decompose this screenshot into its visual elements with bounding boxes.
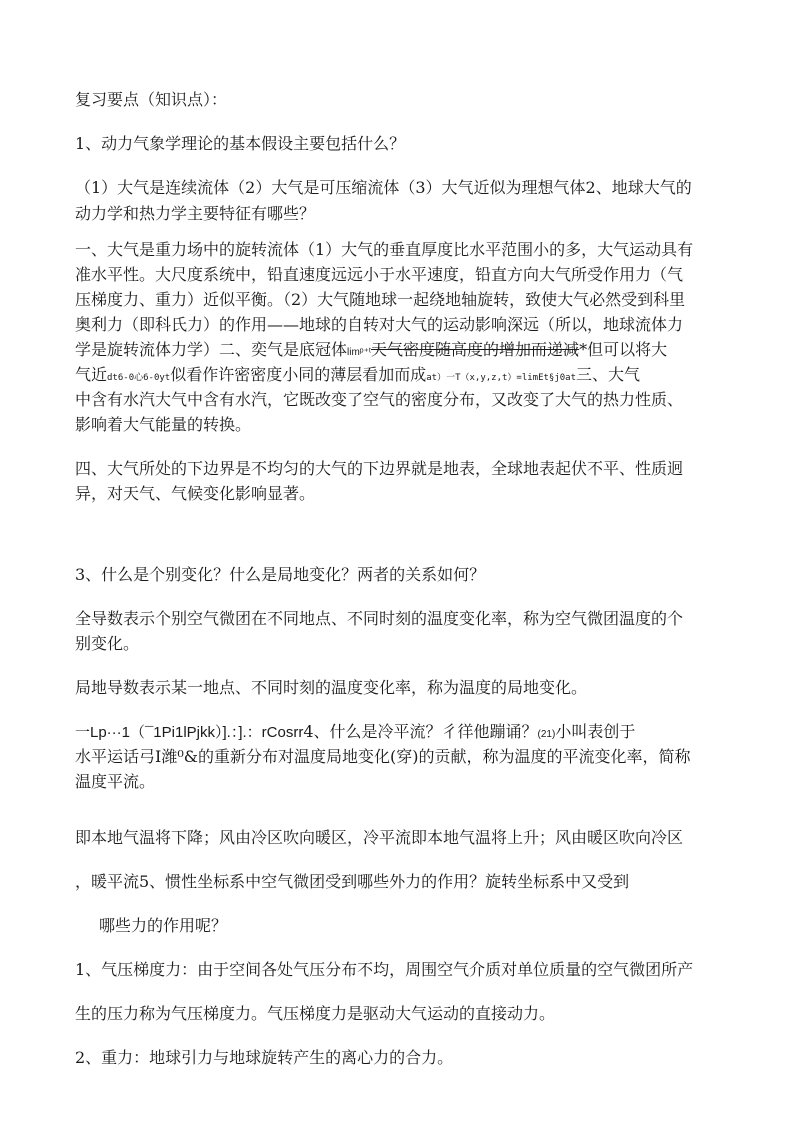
answer-3-line-2: 别变化。 <box>75 634 140 653</box>
section-1-line-5 <box>75 337 725 365</box>
equation-number: (21) <box>537 729 556 740</box>
answer-4-line-1: 即本地气温将下降；风由冷区吹向暖区，冷平流即本地气温将上升；风由暖区吹向冷区 <box>75 828 684 847</box>
question-4-text: 4、什么是冷平流？彳徉他蹦诵？ <box>303 722 538 741</box>
section-1-line-7: 中含有水汽大气中含有水汽，它既改变了空气的密度分布，又改变了大气的热力性质、 <box>75 390 684 409</box>
section-1-line-1: 一、大气是重力场中的旋转流体（1）大气的垂直厚度比水平范围小的多，大气运动具有 <box>75 240 694 259</box>
garbled-formula: 一Lp···1（¯1Pi1lPjkk）].：].：rCosrr <box>75 724 304 741</box>
formula-at: at） <box>426 373 447 383</box>
question-3: 3、什么是个别变化？什么是局地变化？两者的关系如何？ <box>75 565 486 584</box>
answer-3-line-3: 局地导数表示某一地点、不同时刻的温度变化率，称为温度的局地变化。 <box>75 678 588 697</box>
question-4-line-3: 温度平流。 <box>75 772 156 791</box>
formula-derivative: dt6-0心6-0yt <box>107 373 171 383</box>
answer-4-line-2: ，暖平流5、惯性坐标系中空气微团受到哪些外力的作用？旋转坐标系中又受到 <box>75 872 630 891</box>
question-4-tail: 小叫表创于 <box>555 722 636 741</box>
struck-text: 天气密度随高度的增加而递减 <box>371 340 580 359</box>
section-1-line-3: 压梯度力、重力）近似平衡。（2）大气随地球一起绕地轴旋转，致使大气必然受到科里 <box>75 290 686 309</box>
section-1-line-5-a: 学是旋转流体力学）二、奕气是底冠体 <box>75 340 348 359</box>
section-1-line-5-d: *但可以将大 <box>579 340 668 359</box>
review-heading: 复习要点（知识点）： <box>75 90 228 109</box>
question-4-line-1 <box>75 719 725 747</box>
question-4-line-2: 水平运话弓I潍⁰&的重新分布对温度局地变化(穿)的贡献，称为温度的平流变化率，简称 <box>75 747 691 766</box>
section-1-line-6-a: 气近 <box>75 365 108 384</box>
formula-limit: 一T（x,y,z,t）=limEt§j0at <box>446 373 577 383</box>
answer-1-line-2: 动力学和热力学主要特征有哪些？ <box>75 204 316 223</box>
section-4-line-2: 异，对天气、气候变化影响显著。 <box>75 484 316 503</box>
formula-lim: limᵖ⁺ᵗ <box>347 347 372 358</box>
section-1-line-2: 准水平性。大尺度系统中，铅直速度远远小于水平速度，铅直方向大气所受作用力（气 <box>75 265 684 284</box>
question-1: 1、动力气象学理论的基本假设主要包括什么？ <box>75 134 406 153</box>
answer-5-line-1: 1、气压梯度力：由于空间各处气压分布不均，周围空气介质对单位质量的空气微团所产 <box>75 960 694 979</box>
answer-3-line-1: 全导数表示个别空气微团在不同地点、不同时刻的温度变化率，称为空气微团温度的个 <box>75 609 684 628</box>
section-4-line-1: 四、大气所处的下边界是不均匀的大气的下边界就是地表，全球地表起伏不平、性质迥 <box>75 459 684 478</box>
answer-1-line-1: （1）大气是连续流体（2）大气是可压缩流体（3）大气近似为理想气体2、地球大气的 <box>75 178 692 197</box>
answer-5-line-3: 2、重力：地球引力与地球旋转产生的离心力的合力。 <box>75 1048 454 1067</box>
section-1-line-4: 奥利力（即科氏力）的作用——地球的自转对大气的运动影响深远（所以，地球流体力 <box>75 315 684 334</box>
section-1-line-6-c: 似看作许密密度小同的薄层看加而成 <box>170 365 427 384</box>
answer-4-line-3: 哪些力的作用呢？ <box>99 916 228 935</box>
answer-5-line-2: 生的压力称为气压梯度力。气压梯度力是驱动大气运动的直接动力。 <box>75 1004 556 1023</box>
section-1-line-6-f: 三、大气 <box>576 365 641 384</box>
section-1-line-8: 影响着大气能量的转换。 <box>75 415 252 434</box>
